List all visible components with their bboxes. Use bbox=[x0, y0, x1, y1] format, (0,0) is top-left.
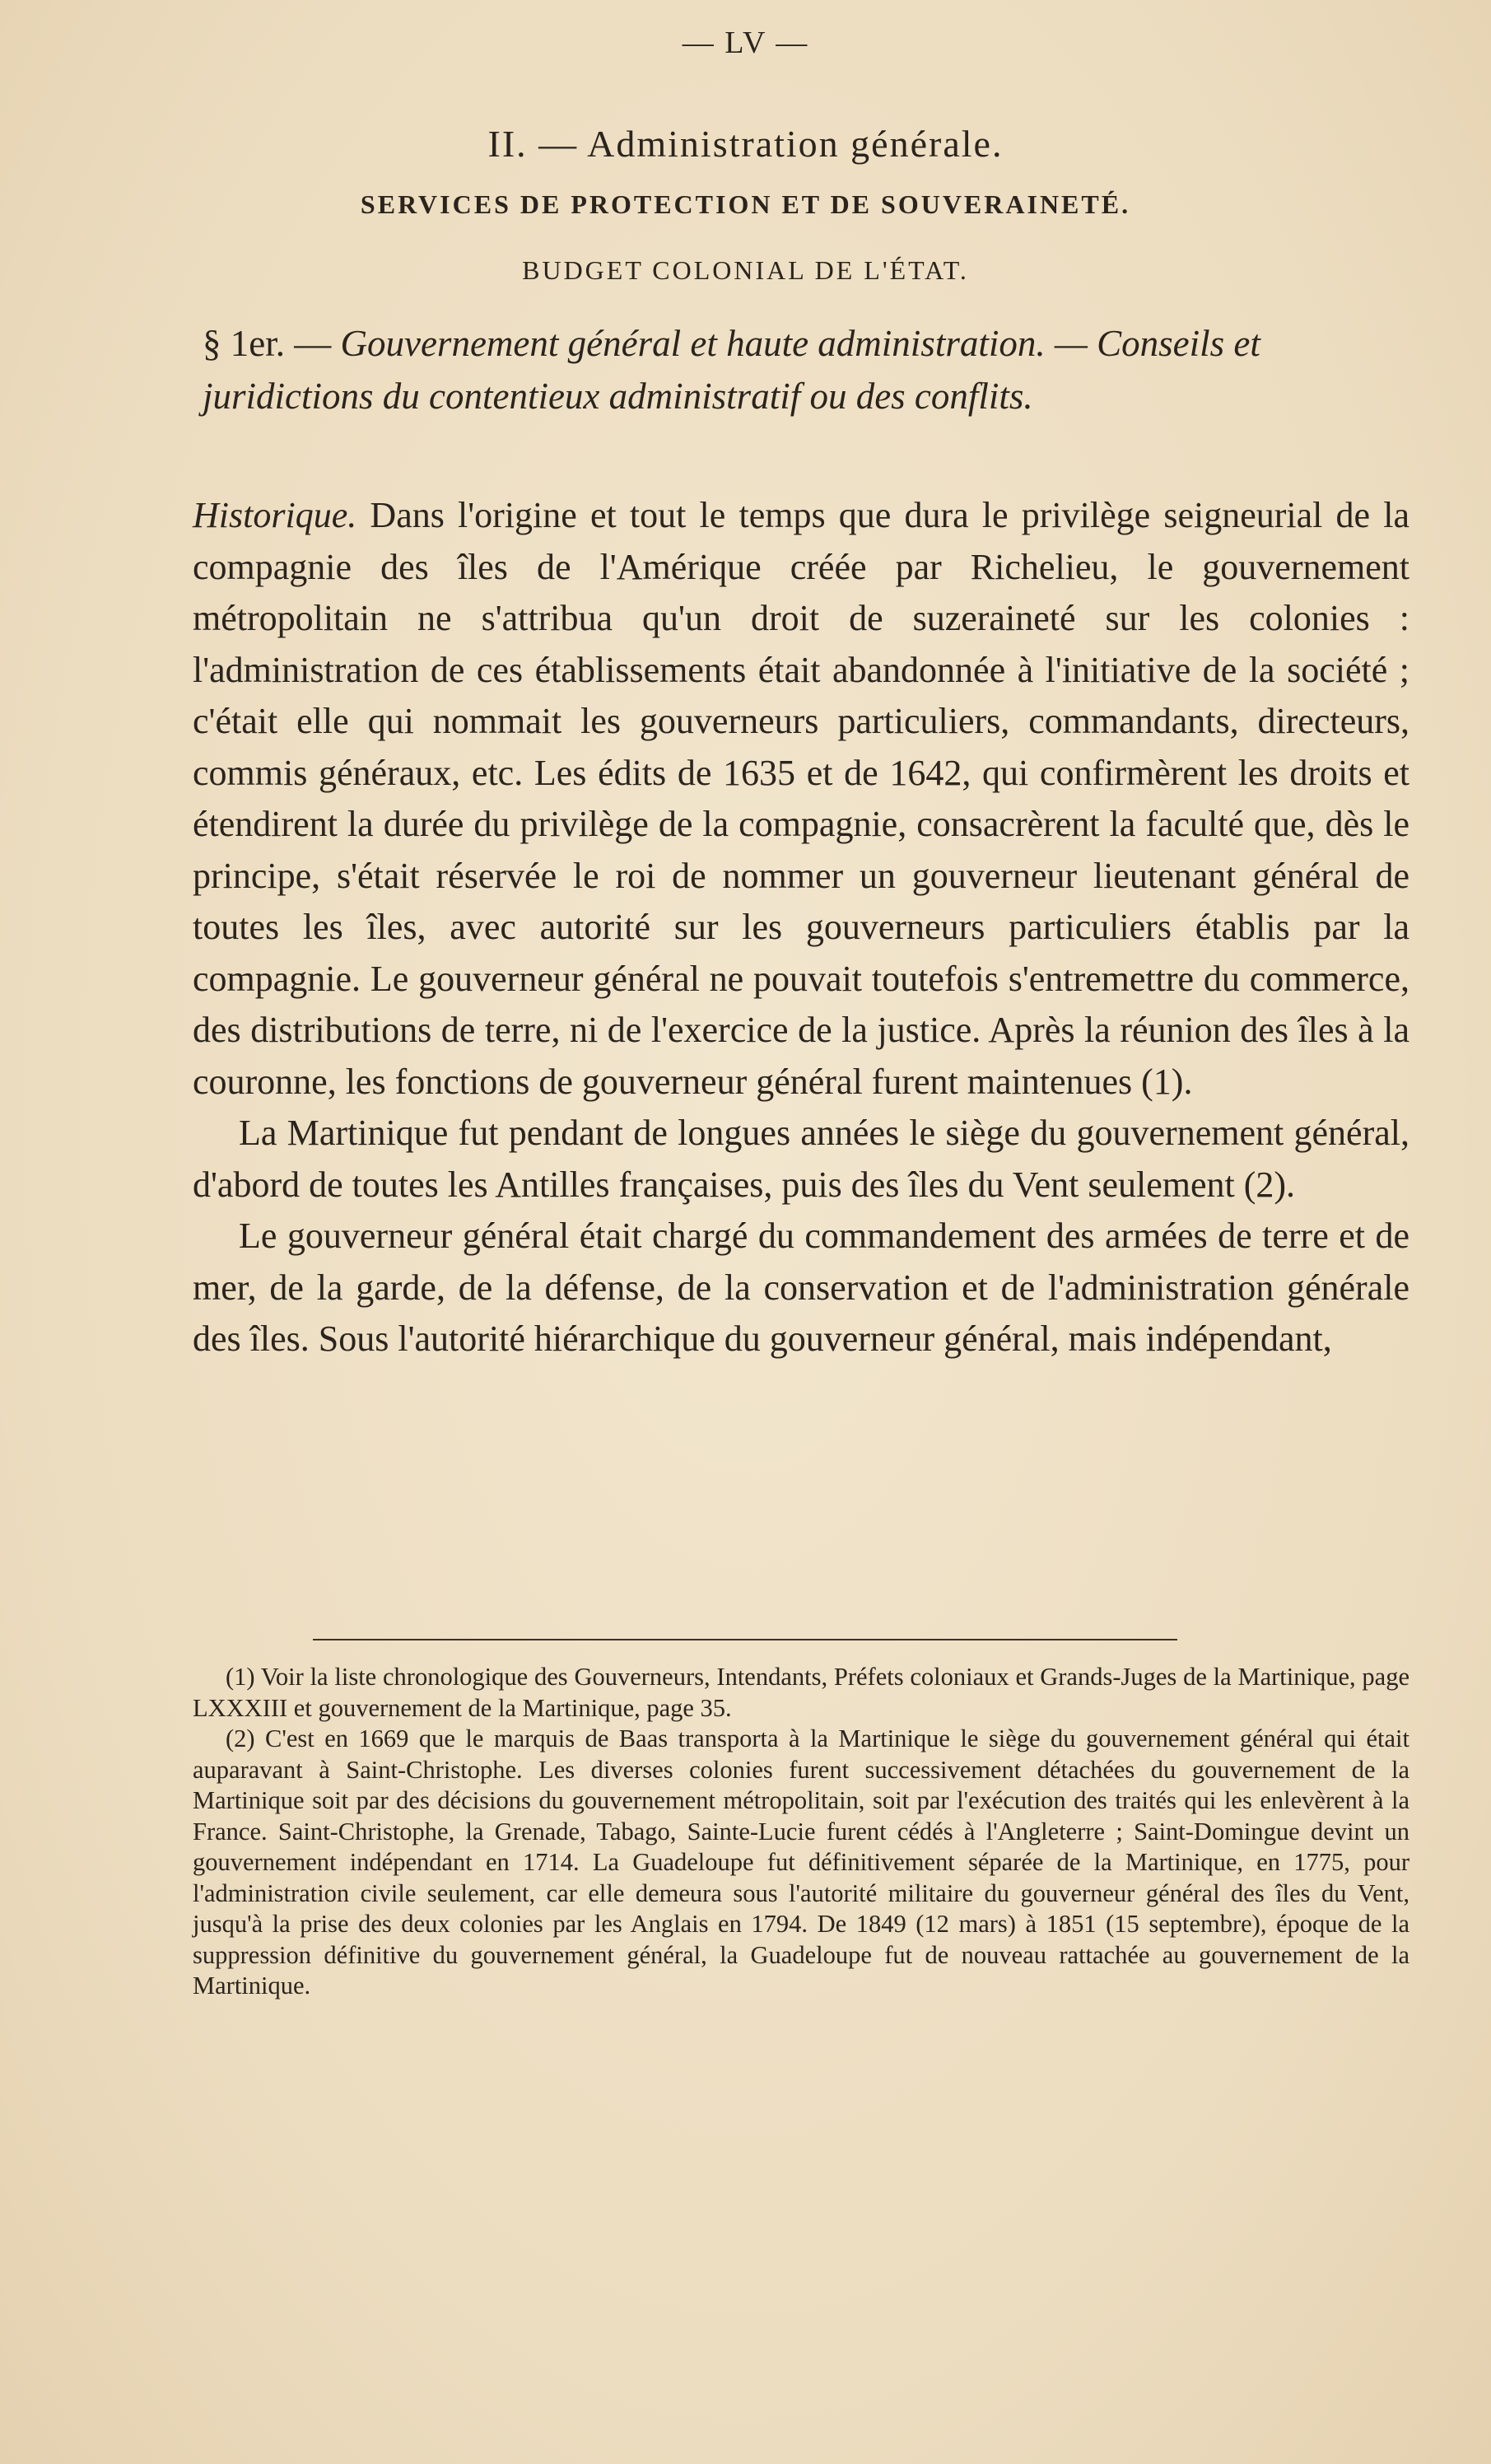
paragraph bbox=[193, 1108, 1409, 1211]
section-mark: § 1er. — bbox=[203, 323, 332, 364]
subheading-services: SERVICES DE PROTECTION ET DE SOUVERAINETÉ. bbox=[360, 189, 1131, 219]
paragraph-text: La Martinique fut pendant de longues années le siège du gouvernement général, d'abord de toutes les Antilles françaises, puis des îles du Vent seulement (2). bbox=[193, 1113, 1409, 1205]
page-folio: — LV — bbox=[682, 26, 809, 60]
footnote-divider bbox=[313, 1639, 1177, 1640]
paragraph-lead: Historique. bbox=[193, 495, 357, 535]
subheading-budget: BUDGET COLONIAL DE L'ÉTAT. bbox=[522, 255, 969, 285]
footnotes bbox=[193, 1662, 1409, 2002]
chapter-heading: II. — Administration générale. bbox=[487, 123, 1004, 165]
paragraph-text: Le gouverneur général était chargé du commandement des armées de terre et de mer, de la garde, de la défense, de la conservation et de l'administration générale des îles. Sous l'autorité hiérarchique du gouverneur général, mais indépendant, bbox=[193, 1216, 1409, 1359]
section-title: Gouvernement général et haute administration. — Conseils et juridictions du contentieux administratif ou des conflits. bbox=[203, 323, 1260, 417]
footnote: (2) C'est en 1669 que le marquis de Baas transporta à la Martinique le siège du gouvernement général qui était auparavant à Saint-Christophe. Les diverses colonies furent successivement détachées du gouvernement de la Martinique soit par des décisions du gouvernement métropolitain, soit par l'exécution des traités qui les enlevèrent à la France. Saint-Christophe, la Grenade, Tabago, Sainte-Lucie furent cédés à l'Angleterre ; Saint-Domingue devint un gouvernement indépendant en 1714. La Guadeloupe fut définitivement séparée de la Martinique, en 1775, pour l'administration civile seulement, car elle demeura sous l'autorité militaire du gouverneur général des îles du Vent, jusqu'à la prise des deux colonies par les Anglais en 1794. De 1849 (12 mars) à 1851 (15 septembre), époque de la suppression définitive du gouvernement général, la Guadeloupe fut de nouveau rattachée au gouvernement de la Martinique. bbox=[193, 1724, 1409, 2000]
footnote: (1) Voir la liste chronologique des Gouverneurs, Intendants, Préfets coloniaux et Grands-Juges de la Martinique, page LXXXIII et gouvernement de la Martinique, page 35. bbox=[193, 1663, 1409, 1722]
paragraph bbox=[193, 490, 1409, 1108]
paragraph bbox=[193, 1211, 1409, 1365]
section-heading bbox=[203, 317, 1405, 422]
body-text bbox=[193, 490, 1409, 1365]
paragraph-text: Dans l'origine et tout le temps que dura le privilège seigneurial de la compagnie des îles de l'Amérique créée par Richelieu, le gouvernement métropolitain ne s'attribua qu'un droit de suzeraineté sur les colonies : l'administration de ces établissements était abandonnée à l'initiative de la société ; c'était elle qui nommait les gouverneurs particuliers, commandants, directeurs, commis généraux, etc. Les édits de 1635 et de 1642, qui confirmèrent les droits et étendirent la durée du privilège de la compagnie, consacrèrent la faculté que, dès le principe, s'était réservée le roi de nommer un gouverneur lieutenant général de toutes les îles, avec autorité sur les gouverneurs particuliers établis par la compagnie. Le gouverneur général ne pouvait toutefois s'entremettre du commerce, des distributions de terre, ni de l'exercice de la justice. Après la réunion des îles à la couronne, les fonctions de gouverneur général furent maintenues (1). bbox=[193, 495, 1409, 1102]
